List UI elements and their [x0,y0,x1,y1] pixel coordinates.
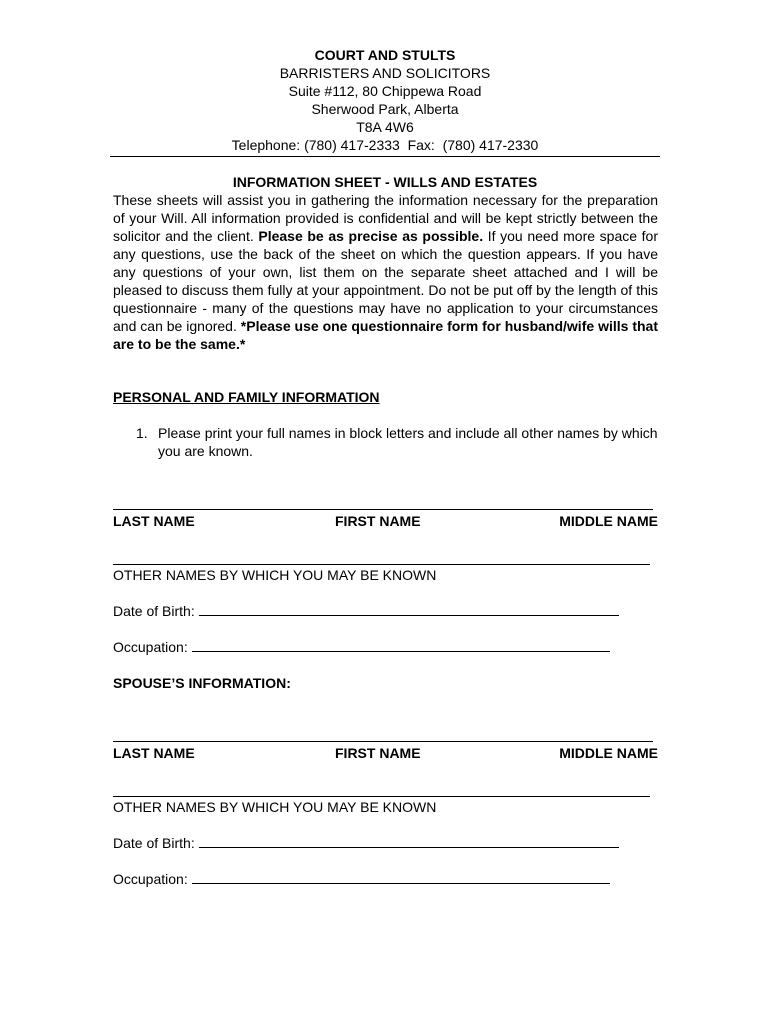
question-1 [136,424,658,460]
spouse-other-names-label: OTHER NAMES BY WHICH YOU MAY BE KNOWN [113,799,437,815]
spouse-occupation-label: Occupation: [113,871,188,887]
date-of-birth-label: Date of Birth: [113,603,195,619]
address-postal-code: T8A 4W6 [356,119,414,135]
section-heading: PERSONAL AND FAMILY INFORMATION [113,389,380,405]
occupation-blank[interactable] [192,639,610,652]
spouse-occupation-blank[interactable] [192,871,610,884]
firm-description: BARRISTERS AND SOLICITORS [279,65,491,81]
spouse-date-of-birth-blank[interactable] [199,835,619,848]
last-name-label: LAST NAME [113,513,195,529]
firm-name: COURT AND STULTS [314,47,456,63]
intro-text-1: These sheets will assist you in gathering the information necessary for the preparation of your Will. All information provided is confidential and will be kept strictly between the solicitor and the client. [113,192,658,244]
address-street: Suite #112, 80 Chippewa Road [288,83,482,99]
first-name-label: FIRST NAME [335,513,421,529]
spouse-date-of-birth-label: Date of Birth: [113,835,195,851]
spouse-heading: SPOUSE’S INFORMATION: [113,675,291,691]
intro-emphasis-2: *Please use one questionnaire form for husband/wife wills that are to be the same.* [113,318,658,352]
date-of-birth-blank[interactable] [199,603,619,616]
occupation-field [113,638,610,656]
letterhead [110,46,660,157]
name-entry-line[interactable] [113,509,653,510]
contact-phone-fax: Telephone: (780) 417-2333 Fax: (780) 417-2330 [231,137,539,153]
spouse-other-names-entry-line[interactable] [113,796,650,797]
intro-text-2: If you need more space for any questions, use the back of the sheet on which the question appears. If you have any questions of your own, list them on the separate sheet attached and I will be pleased to discuss them fully at your appointment. Do not be put off by the length of this questionnaire - many of the questions may have no application to your circumstances and can be ignored. [113,228,658,334]
question-number: 1. [136,425,148,441]
spouse-middle-name-label: MIDDLE NAME [559,745,658,761]
question-text: Please print your full names in block letters and include all other names by which you are known. [158,425,658,459]
spouse-occupation-field [113,870,610,888]
intro-emphasis-1: Please be as precise as possible. [258,228,484,244]
spouse-first-name-label: FIRST NAME [335,745,421,761]
other-names-entry-line[interactable] [113,564,650,565]
address-city: Sherwood Park, Alberta [311,101,459,117]
sheet-title: INFORMATION SHEET - WILLS AND ESTATES [232,174,538,190]
date-of-birth-field [113,602,619,620]
spouse-last-name-label: LAST NAME [113,745,195,761]
middle-name-label: MIDDLE NAME [559,513,658,529]
spouse-name-entry-line[interactable] [113,741,653,742]
other-names-label: OTHER NAMES BY WHICH YOU MAY BE KNOWN [113,567,437,583]
spouse-date-of-birth-field [113,834,619,852]
intro-paragraph [113,191,658,353]
occupation-label: Occupation: [113,639,188,655]
